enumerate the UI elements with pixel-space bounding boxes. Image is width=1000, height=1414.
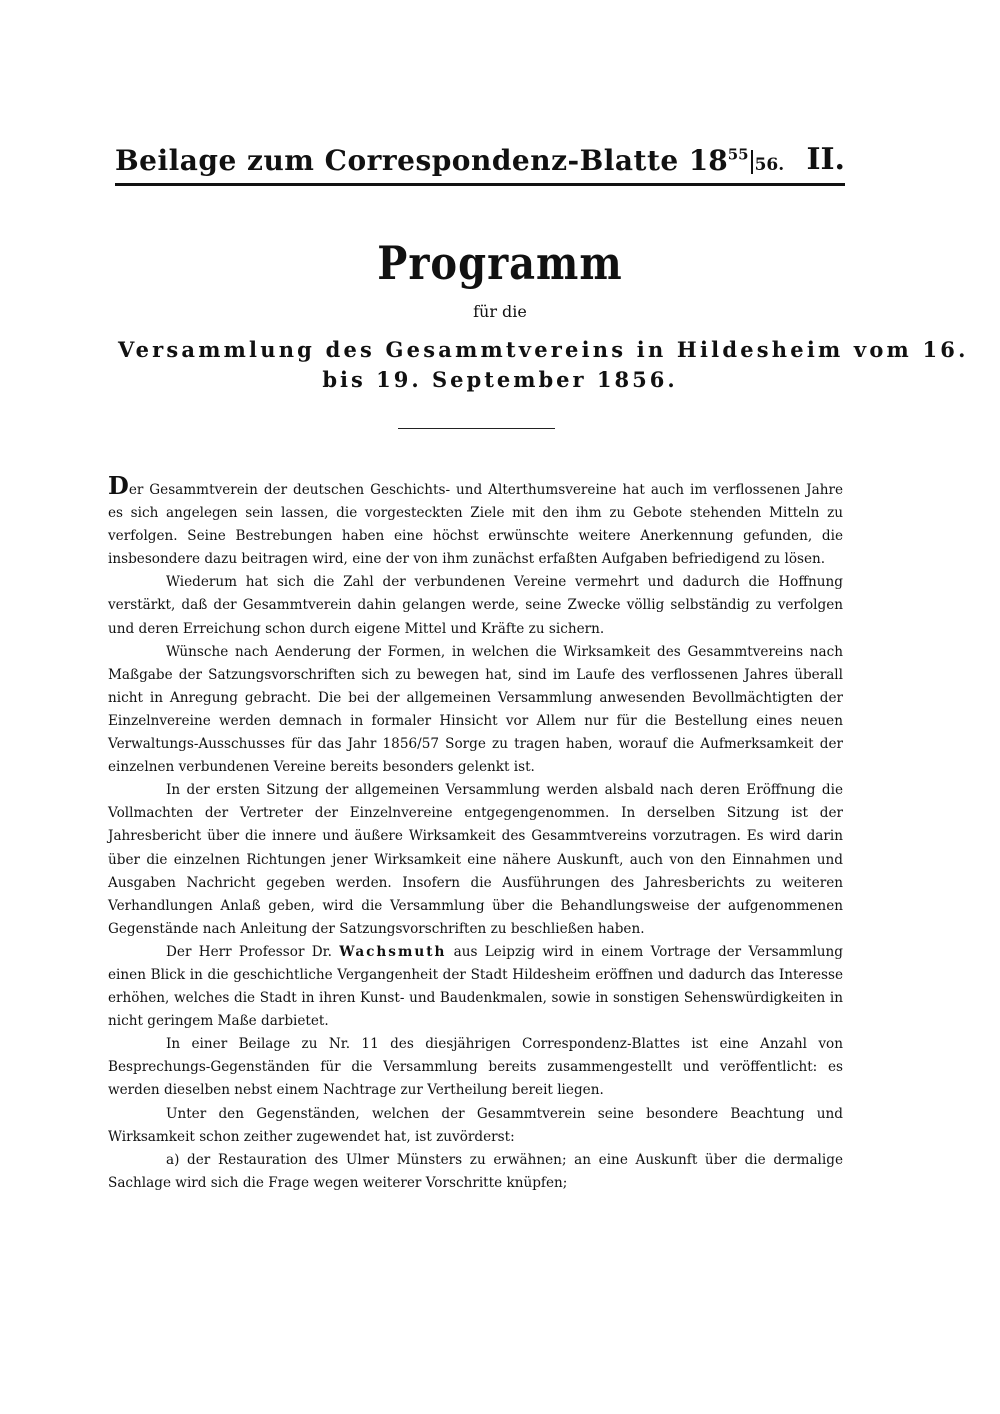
- for-label: für die: [473, 302, 527, 321]
- body-text: [108, 471, 843, 1195]
- dropcap: D: [108, 471, 129, 500]
- header-left: [115, 144, 784, 177]
- subtitle-line-2: bis 19. September 1856.: [322, 367, 678, 392]
- paragraph-5-text-after: aus Leipzig wird in einem Vortrage der Versammlung einen Blick in die geschichtliche Vergangenheit der Stadt Hildesheim eröffnen und dadurch das Interesse erhöhen, welches die Stadt in ihren Kunst- und Baudenkmalen, sowie in sonstigen Sehenswürdigkeiten in nicht geringem Maße darbietet.: [108, 943, 843, 1030]
- header-year-sup: 55: [727, 145, 749, 164]
- paragraph-1: [108, 471, 843, 571]
- header-title: Beilage zum Correspondenz-Blatte: [115, 144, 679, 177]
- paragraph-5: [108, 941, 843, 1033]
- header-year-sub: 56.: [754, 155, 785, 175]
- header-year-separator: [751, 150, 753, 174]
- subtitle-line-1: Versammlung des Gesammtvereins in Hildesheim vom 16.: [118, 337, 969, 362]
- page-title: Programm: [377, 236, 623, 291]
- paragraph-6: In einer Beilage zu Nr. 11 des diesjährigen Correspondenz-Blattes ist eine Anzahl von Besprechungs-Gegenständen für die Versammlung bereits zusammengestellt und veröffentlicht: es werden dieselben nebst einem Nachtrage zur Vertheilung bereit liegen.: [108, 1036, 843, 1099]
- paragraph-4: In der ersten Sitzung der allgemeinen Versammlung werden alsbald nach deren Eröffnung die Vollmachten der Vertreter der Einzelnvereine entgegengenommen. In derselben Sitzung ist der Jahresbericht über die innere und äußere Wirksamkeit des Gesammtvereins vorzutragen. Es wird darin über die einzelnen Richtungen jener Wirksamkeit eine nähere Auskunft, auch von den Einnahmen und Ausgaben Nachricht gegeben werden. Insofern die Ausführungen des Jahresberichts zu weiteren Verhandlungen Anlaß geben, wird die Versammlung über die Behandlungsweise der aufgenommenen Gegenstände nach Anleitung der Satzungsvorschriften zu beschließen haben.: [108, 782, 843, 937]
- paragraph-1-text: er Gesammtverein der deutschen Geschichts- und Alterthumsvereine hat auch im verflossenen Jahre es sich angelegen sein lassen, die vorgesteckten Ziele mit den ihm zu Gebote stehenden Mitteln zu verfolgen. Seine Bestrebungen haben eine höchst erwünschte weitere Anerkennung gefunden, die insbesondere dazu beitragen wird, eine der von ihm zunächst erfaßten Aufgaben befriedigend zu lösen.: [108, 482, 843, 568]
- paragraph-2: Wiederum hat sich die Zahl der verbundenen Vereine vermehrt und dadurch die Hoffnung verstärkt, daß der Gesammtverein dahin gelangen werde, seine Zwecke völlig selbständig zu verfolgen und deren Erreichung schon durch eigene Mittel und Kräfte zu sichern.: [108, 574, 843, 637]
- paragraph-7: Unter den Gegenständen, welchen der Gesammtverein seine besondere Beachtung und Wirksamkeit schon zeither zugewendet hat, ist zuvörderst:: [108, 1105, 843, 1145]
- header-number: II.: [806, 142, 845, 177]
- paragraph-3: Wünsche nach Aenderung der Formen, in welchen die Wirksamkeit des Gesammtvereins nach Maßgabe der Satzungsvorschriften sich zu bewegen hat, sind im Laufe des verflossenen Jahres überall nicht in Anregung gebracht. Die bei der allgemeinen Versammlung anwesenden Bevollmächtigten der Einzelnvereine werden demnach in formaler Hinsicht vor Allem nur für die Bestellung eines neuen Verwaltungs-Ausschusses für das Jahr 1856/57 Sorge zu tragen haben, worauf die Aufmerksamkeit der einzelnen verbundenen Vereine bereits besonders gelenkt ist.: [108, 643, 843, 776]
- header-year: [689, 144, 784, 177]
- header-bar: [115, 138, 845, 186]
- title-divider: [398, 428, 555, 429]
- paragraph-8: a) der Restauration des Ulmer Münsters zu erwähnen; an eine Auskunft über die dermalige Sachlage wird sich die Frage wegen weiterer Vorschritte knüpfen;: [108, 1151, 843, 1191]
- paragraph-5-text-before: Der Herr Professor Dr.: [166, 943, 340, 960]
- header-year-main: 18: [688, 144, 728, 177]
- speaker-name: Wachsmuth: [339, 943, 447, 960]
